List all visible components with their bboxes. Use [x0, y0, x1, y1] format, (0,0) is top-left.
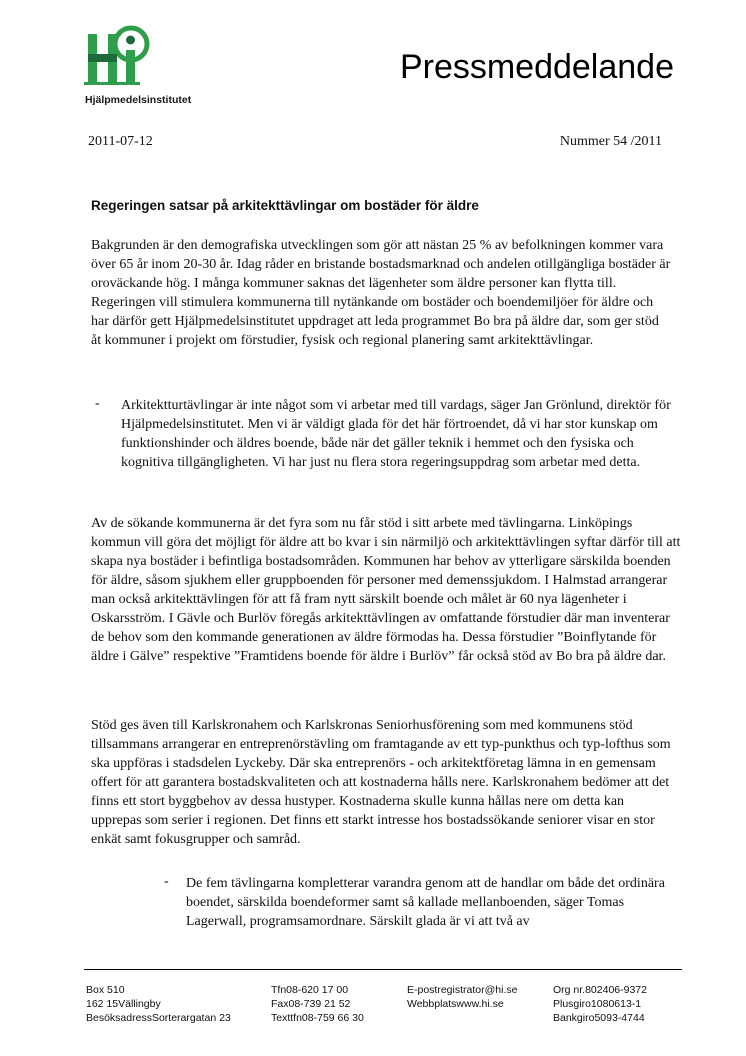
footer-web	[407, 983, 517, 1011]
footer-divider	[84, 969, 682, 970]
footer-line: Webbplatswww.hi.se	[407, 998, 504, 1010]
logo-wordmark: Hjälpmedelsinstitutet	[85, 94, 192, 106]
quote-dash: -	[95, 396, 100, 411]
footer-line: 162 15Vällingby	[86, 998, 161, 1010]
footer-line: Fax08-739 21 52	[271, 998, 351, 1010]
paragraph-karlskrona: Stöd ges även till Karlskronahem och Karlskronas Seniorhusförening som med kommunens stöd tillsammans arrangerar en entreprenörstävling om framtagande av ett typ-punkthus och typ-lofthus som ska uppföras i stadsdelen Lyckeby. Där ska entreprenörs - och arkitektföretag lämna in en gemensam offert för att garantera bostadskvaliteten och att kostnaderna hålls nere. Karlskronahem bedömer att det finns ett stort byggbehov av dessa hustyper. Kostnaderna skulle kunna hållas nere om detta kan upprepas som serier i regionen. Det finns ett starkt intresse hos bostadssökande seniorer visar en stor enkät samt fokusgrupper och samråd.	[91, 718, 671, 847]
quote-dash: -	[164, 874, 169, 889]
footer-line: Box 510	[86, 984, 125, 996]
footer-line: E-postregistrator@hi.se	[407, 984, 518, 996]
paragraph-municipalities: Av de sökande kommunerna är det fyra som nu får stöd i sitt arbete med tävlingarna. Linköpings kommun vill göra det möjligt för äldre att bo kvar i sin närmiljö och arkitekttävlingen syftar därför till att skapa nya bostäder i befintliga bostadsområden. Kommunen har behov av ytterligare särskilda boenden för äldre, såsom sjukhem eller gruppboenden för personer med demenssjukdom. I Halmstad arrangerar man också arkitekttävlingen för att få fram nytt särskilt boende och målet är 60 nya lägenheter i Oskarsström. I Gävle och Burlöv föregås arkitekttävlingen av omfattande förstudier där man inventerar de behov som den kommande generationen av äldre förmodas ha. Dessa förstudier ”Boinflytande för äldre i Gälve” respektive ”Framtidens boende för äldre i Burlöv” får också stöd av Bo bra på äldre dar.	[91, 516, 681, 664]
release-number: Nummer 54 /2011	[559, 134, 662, 149]
headline: Regeringen satsar på arkitekttävlingar om bostäder för äldre	[91, 198, 479, 213]
quote-coordinator: De fem tävlingarna kompletterar varandra genom att de handlar om både det ordinära boendet, särskilda boendeformer samt så kallade mellanboenden, säger Tomas Lagerwall, programsamordnare. Särskilt glada är vi att två av	[186, 876, 665, 929]
document-type-title: Pressmeddelande	[399, 48, 674, 86]
quote-director: Arkitektturtävlingar är inte något som vi arbetar med till vardags, säger Jan Grönlund, direktör för Hjälpmedelsinstitutet. Men vi är väldigt glada för det här förtroendet, då vi har stor kunskap om funktionshinder och äldres boende, både när det gäller teknik i hemmet och den fysiska och kognitiva tillgängligheten. Vi har just nu flera stora regeringsuppdrag som arbetar med detta.	[121, 398, 671, 470]
footer-phone	[271, 983, 364, 1025]
paragraph-background: Bakgrunden är den demografiska utvecklingen som gör att nästan 25 % av befolkningen kommer vara över 65 år inom 20-30 år. Idag råder en bristande bostadsmarknad och andelen otillgängliga bostäder är oroväckande hög. I många kommuner saknas det lägenheter som äldre personer kan flytta till. Regeringen vill stimulera kommunerna till nytänkande om bostäder och boendemiljöer för äldre och har därför gett Hjälpmedelsinstitutet uppdraget att leda programmet Bo bra på äldre dar, som ger stöd åt kommuner i projekt om förstudier, fysisk och regional planering samt arkitekttävlingar.	[91, 238, 671, 348]
footer-line: Tfn08-620 17 00	[271, 984, 349, 996]
footer-line: Org nr.802406-9372	[553, 984, 647, 996]
footer-address	[86, 983, 231, 1025]
footer-line: Bankgiro5093-4744	[553, 1012, 645, 1024]
footer-bank	[553, 983, 647, 1025]
hjalpmedelsinstitutet-logo	[84, 24, 204, 108]
footer-line: Plusgiro1080613-1	[553, 998, 642, 1010]
hi-logo-icon	[84, 24, 164, 90]
release-date: 2011-07-12	[88, 134, 153, 149]
footer-line: Texttfn08-759 66 30	[271, 1012, 364, 1024]
footer-line: BesöksadressSorterargatan 23	[86, 1012, 231, 1024]
